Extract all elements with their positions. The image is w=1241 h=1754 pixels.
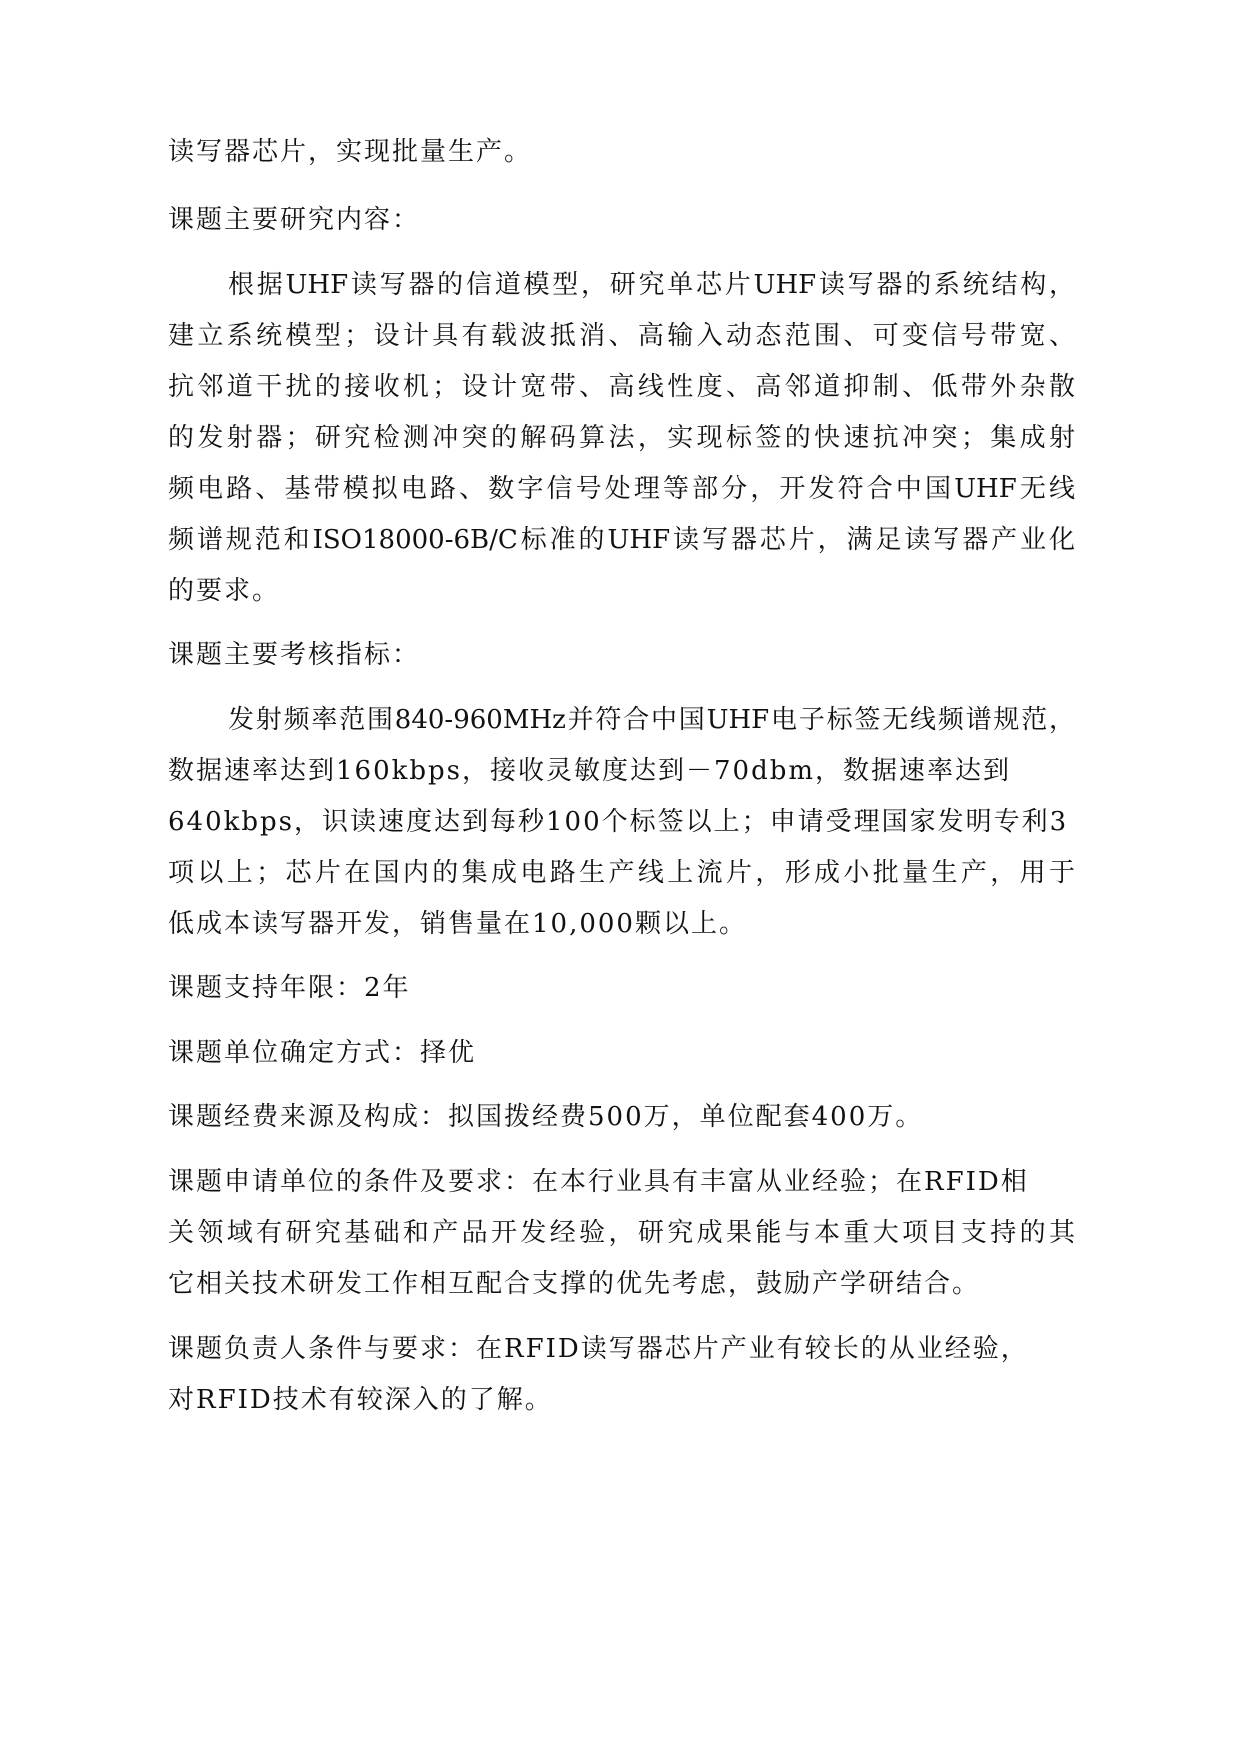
paragraph-line: 抗邻道干扰的接收机；设计宽带、高线性度、高邻道抑制、低带外杂散 (168, 372, 1075, 402)
paragraph-line: 频电路、基带模拟电路、数字信号处理等部分，开发符合中国UHF无线 (168, 474, 1075, 504)
funding-source: 课题经费来源及构成：拟国拨经费500万，单位配套400万。 (168, 1102, 924, 1132)
paragraph-line: 课题负责人条件与要求：在RFID读写器芯片产业有较长的从业经验， (168, 1334, 1029, 1364)
paragraph-line: 对RFID技术有较深入的了解。 (168, 1385, 553, 1415)
paragraph-line: 发射频率范围840-960MHz并符合中国UHF电子标签无线频谱规范， (228, 705, 1075, 735)
paragraph-line: 项以上；芯片在国内的集成电路生产线上流片，形成小批量生产，用于 (168, 858, 1075, 888)
unit-selection-method: 课题单位确定方式：择优 (168, 1038, 477, 1068)
paragraph-line: 640kbps，识读速度达到每秒100个标签以上；申请受理国家发明专利3 (168, 807, 1069, 837)
paragraph-line: 低成本读写器开发，销售量在10,000颗以上。 (168, 909, 747, 939)
paragraph-line: 课题申请单位的条件及要求：在本行业具有丰富从业经验；在RFID相 (168, 1167, 1029, 1197)
paragraph-line: 根据UHF读写器的信道模型，研究单芯片UHF读写器的系统结构， (228, 270, 1075, 300)
paragraph-line: 的发射器；研究检测冲突的解码算法，实现标签的快速抗冲突；集成射 (168, 423, 1075, 453)
paragraph-line: 关领域有研究基础和产品开发经验，研究成果能与本重大项目支持的其 (168, 1218, 1075, 1248)
paragraph-line: 数据速率达到160kbps，接收灵敏度达到－70dbm，数据速率达到 (168, 756, 1012, 786)
section-heading-assessment-indicators: 课题主要考核指标： (168, 640, 421, 670)
paragraph-line: 频谱规范和ISO18000-6B/C标准的UHF读写器芯片，满足读写器产业化 (168, 525, 1075, 555)
paragraph-line: 的要求。 (168, 576, 281, 606)
paragraph-line: 建立系统模型；设计具有载波抵消、高输入动态范围、可变信号带宽、 (168, 321, 1075, 351)
paragraph-line: 读写器芯片，实现批量生产。 (168, 137, 533, 167)
paragraph-line: 它相关技术研发工作相互配合支撑的优先考虑，鼓励产学研结合。 (168, 1269, 981, 1299)
support-period: 课题支持年限：2年 (168, 973, 411, 1003)
section-heading-research-content: 课题主要研究内容： (168, 205, 421, 235)
